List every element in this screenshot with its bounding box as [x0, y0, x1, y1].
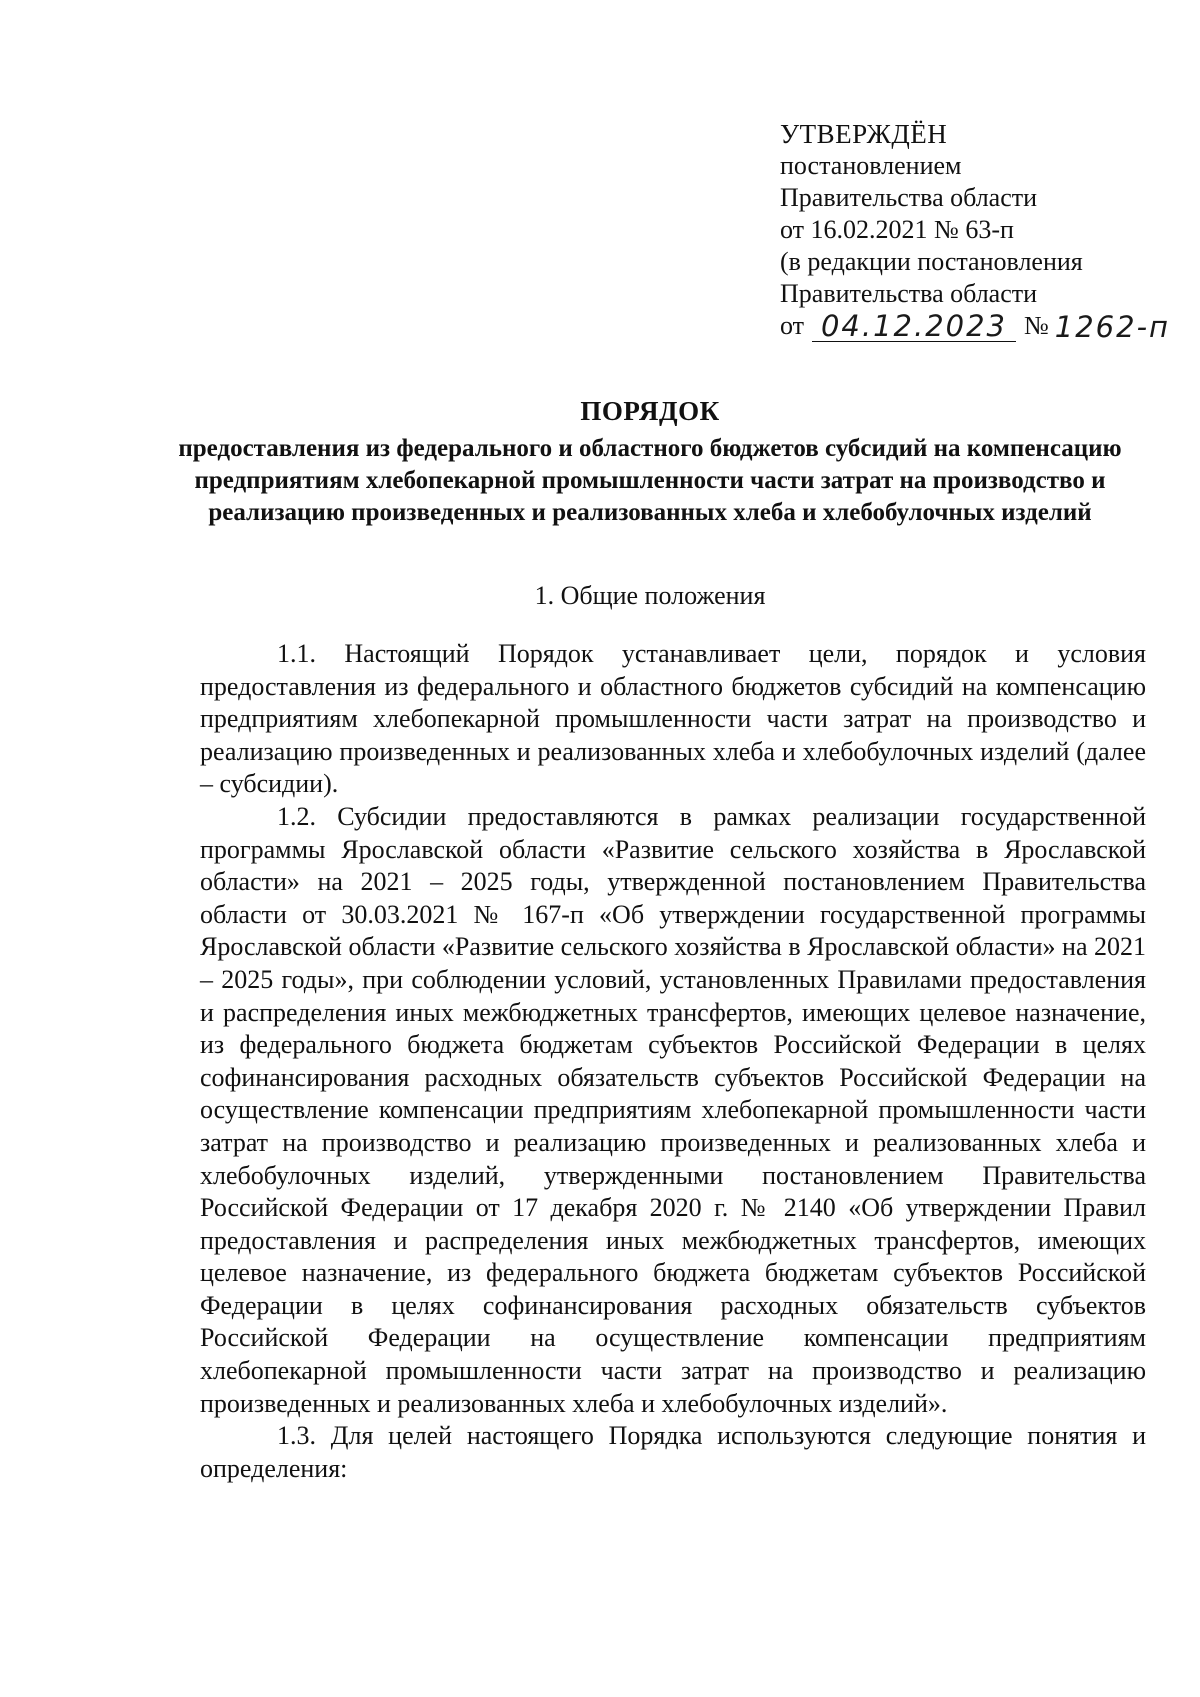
approval-block: [780, 118, 1170, 342]
document-body: [200, 638, 1146, 1485]
paragraph-1-3: 1.3. Для целей настоящего Порядка используются следующие понятия и определения:: [200, 1421, 1146, 1483]
approval-line-1: постановлением: [780, 151, 962, 180]
document-title-block: [170, 395, 1130, 529]
approval-line-5: Правительства области: [780, 279, 1038, 308]
paragraph-1-2: 1.2. Субсидии предоставляются в рамках реализации государственной программы Ярославской области «Развитие сельского хозяйства в Ярославской области» на 2021 – 2025 годы, утвержденной постановлением Правительства области от 30.03.2021 № 167-п «Об утверждении государственной программы Ярославской области «Развитие сельского хозяйства в Ярославской области» на 2021 – 2025 годы», при соблюдении условий, установленных Правилами предоставления и распределения иных межбюджетных трансфертов, имеющих целевое назначение, из федерального бюджета бюджетам субъектов Российской Федерации в целях софинансирования расходных обязательств субъектов Российской Федерации на осуществление компенсации предприятиям хлебопекарной промышленности части затрат на производство и реализацию произведенных и реализованных хлеба и хлебобулочных изделий, утвержденными постановлением Правительства Российской Федерации от 17 декабря 2020 г. № 2140 «Об утверждении Правил предоставления и распределения иных межбюджетных трансфертов, имеющих целевое назначение, из федерального бюджета бюджетам субъектов Российской Федерации в целях софинансирования расходных обязательств субъектов Российской Федерации на осуществление компенсации предприятиям хлебопекарной промышленности части затрат на производство и реализацию произведенных и реализованных хлеба и хлебобулочных изделий».: [200, 801, 1146, 1418]
approval-line-3: от 16.02.2021 № 63-п: [780, 215, 1014, 244]
document-title: ПОРЯДОК: [580, 396, 720, 426]
approval-title: УТВЕРЖДЁН: [780, 119, 948, 149]
approval-line-4: (в редакции постановления: [780, 247, 1083, 276]
approval-line-2: Правительства области: [780, 183, 1038, 212]
handwritten-date: 04.12.2023: [812, 311, 1016, 342]
document-subtitle: предоставления из федерального и областного бюджетов субсидий на компенсацию предприятиям хлебопекарной промышленности части затрат на производство и реализацию произведенных и реализованных хлеба и хлебобулочных изделий: [178, 435, 1122, 526]
from-label: от: [780, 311, 805, 340]
handwritten-number: 1262-п: [1054, 310, 1170, 344]
approval-amendment-line: [780, 310, 1170, 342]
section-heading: 1. Общие положения: [534, 581, 766, 610]
paragraph-1-1: 1.1. Настоящий Порядок устанавливает цели, порядок и условия предоставления из федерального и областного бюджетов субсидий на компенсацию предприятиям хлебопекарной промышленности части затрат на производство и реализацию произведенных и реализованных хлеба и хлебобулочных изделий (далее – субсидии).: [200, 639, 1146, 799]
number-label: №: [1023, 311, 1049, 340]
